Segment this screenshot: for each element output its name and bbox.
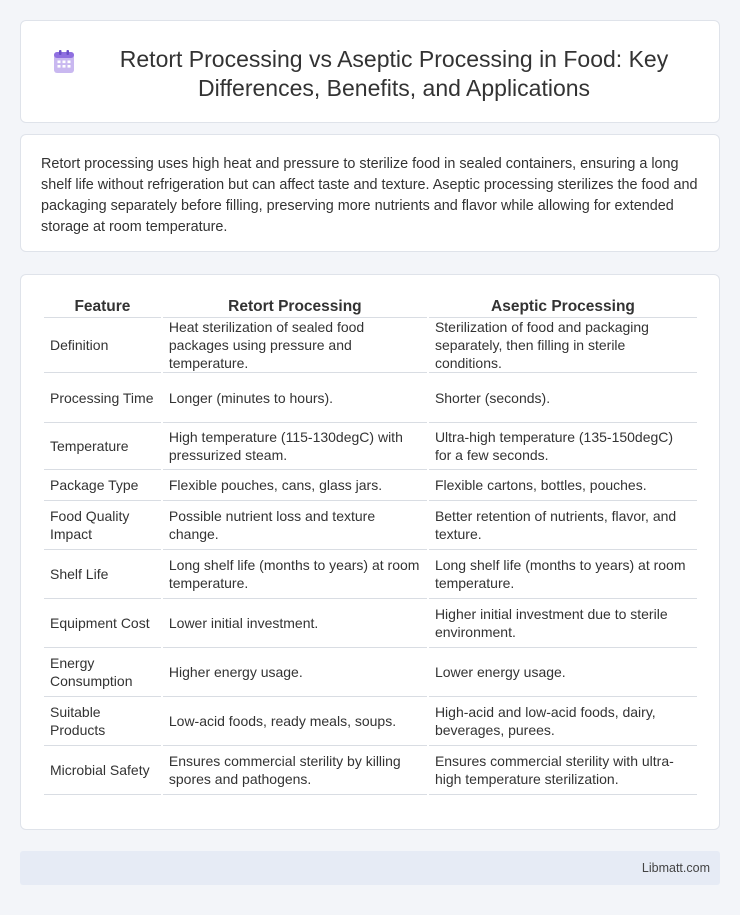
retort-cell: Longer (minutes to hours). <box>163 373 427 423</box>
footer-bar <box>20 851 720 885</box>
comparison-card <box>20 274 720 830</box>
title-card <box>20 20 720 123</box>
feature-cell: Shelf Life <box>44 550 161 599</box>
retort-cell: Lower initial investment. <box>163 599 427 648</box>
intro-paragraph: Retort processing uses high heat and pressure to sterilize food in sealed containers, ensuring a long shelf life without refrigeration but can affect taste and texture. Aseptic processing sterilizes the food and packaging separately before filling, preserving more nutrients and flavor while allowing for extended storage at room temperature. <box>41 156 698 235</box>
table-row <box>44 697 697 746</box>
header-aseptic: Aseptic Processing <box>429 295 697 318</box>
feature-cell: Package Type <box>44 470 161 501</box>
retort-cell: Heat sterilization of sealed food packages using pressure and temperature. <box>163 318 427 373</box>
table-row <box>44 550 697 599</box>
feature-cell: Temperature <box>44 423 161 470</box>
header-feature: Feature <box>44 295 161 318</box>
feature-cell: Energy Consumption <box>44 648 161 697</box>
table-row <box>44 373 697 423</box>
feature-cell: Food Quality Impact <box>44 501 161 550</box>
table-row <box>44 318 697 373</box>
aseptic-cell: Flexible cartons, bottles, pouches. <box>429 470 697 501</box>
retort-cell: Ensures commercial sterility by killing spores and pathogens. <box>163 746 427 795</box>
table-row <box>44 501 697 550</box>
feature-cell: Suitable Products <box>44 697 161 746</box>
page-title: Retort Processing vs Aseptic Processing in Food: Key Differences, Benefits, and Applications <box>119 46 669 101</box>
retort-cell: Long shelf life (months to years) at room temperature. <box>163 550 427 599</box>
title-wrap <box>21 21 719 103</box>
aseptic-cell: Ensures commercial sterility with ultra-high temperature sterilization. <box>429 746 697 795</box>
retort-cell: Possible nutrient loss and texture change. <box>163 501 427 550</box>
feature-cell: Definition <box>44 318 161 373</box>
aseptic-cell: Shorter (seconds). <box>429 373 697 423</box>
retort-cell: High temperature (115-130degC) with pressurized steam. <box>163 423 427 470</box>
feature-cell: Processing Time <box>44 373 161 423</box>
intro-card <box>20 134 720 252</box>
table-row <box>44 470 697 501</box>
retort-cell: Flexible pouches, cans, glass jars. <box>163 470 427 501</box>
calendar-icon <box>51 49 77 75</box>
aseptic-cell: Higher initial investment due to sterile environment. <box>429 599 697 648</box>
aseptic-cell: Ultra-high temperature (135-150degC) for a few seconds. <box>429 423 697 470</box>
retort-cell: Higher energy usage. <box>163 648 427 697</box>
footer-site-link[interactable]: Libmatt.com <box>641 861 710 875</box>
header-retort: Retort Processing <box>163 295 427 318</box>
table-row <box>44 648 697 697</box>
retort-cell: Low-acid foods, ready meals, soups. <box>163 697 427 746</box>
table-row <box>44 599 697 648</box>
feature-cell: Equipment Cost <box>44 599 161 648</box>
feature-cell: Microbial Safety <box>44 746 161 795</box>
aseptic-cell: Better retention of nutrients, flavor, and texture. <box>429 501 697 550</box>
aseptic-cell: Sterilization of food and packaging separately, then filling in sterile conditions. <box>429 318 697 373</box>
table-row <box>44 746 697 795</box>
table-row <box>44 423 697 470</box>
aseptic-cell: Lower energy usage. <box>429 648 697 697</box>
table-header-row <box>44 295 697 318</box>
aseptic-cell: Long shelf life (months to years) at room temperature. <box>429 550 697 599</box>
comparison-table <box>42 295 699 795</box>
aseptic-cell: High-acid and low-acid foods, dairy, beverages, purees. <box>429 697 697 746</box>
